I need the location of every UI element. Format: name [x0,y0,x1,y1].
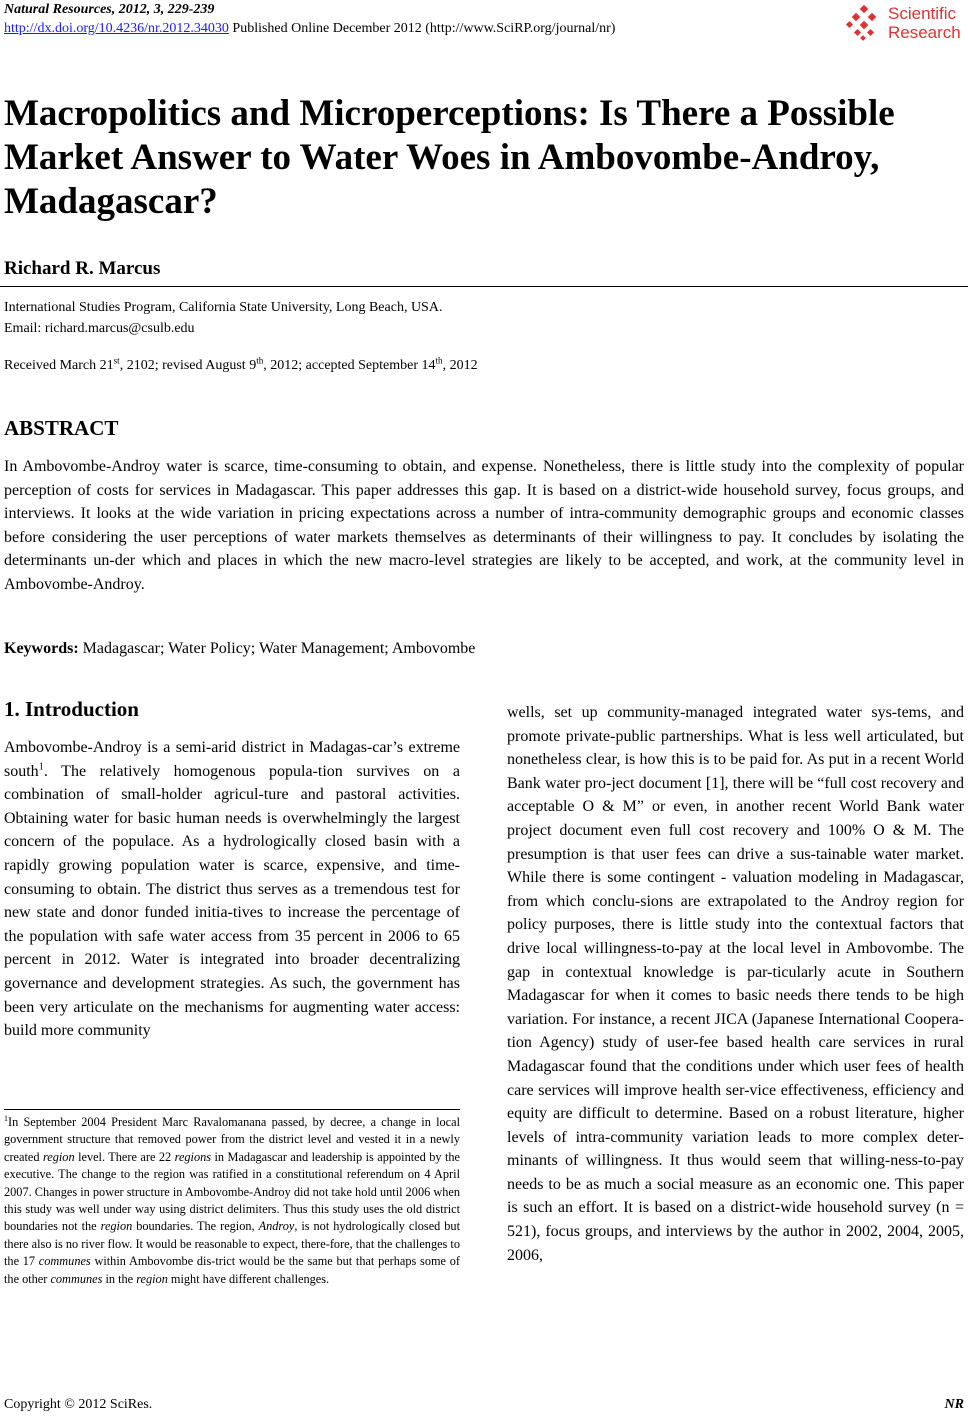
title-divider [0,286,968,287]
footnote: $^1$In September 2004 President Marc Ravalomanana passed, by decree, a change in local government structure that removed power from the district level and vested it in a newly created region level. There are 22 regions in Madagascar and leadership is appointed by the executive. The change to the region was ratified in a constitutional referendum on 4 April 2007. Changes in power structure in Ambovombe-Androy did not take hold until 2006 when this study was well under way using district delimiters. Thus this study uses the old district boundaries not the region boundaries. The region, Androy, is not hydrologically closed but there also is no river flow. It would be reasonable to expect, there-fore, that the challenges to the 17 communes within Ambovombe dis-trict would be the same but that perhaps some of the other communes in the region might have different challenges. [4,1113,460,1286]
keywords-list: Madagascar; Water Policy; Water Management; Ambovombe [78,640,476,657]
affiliation: International Studies Program, California State University, Long Beach, USA. [4,300,443,315]
doi-line [4,21,615,37]
author-name: Richard R. Marcus [4,258,161,279]
right-column-text: wells, set up community-managed integrated water sys-tems, and promote private-public partnerships. What is less well articulated, but nonetheless clear, is how this is to be paid for. As put in a recent World Bank water pro-ject document [1], there will be “full cost recovery and acceptable O & M” or even, in another recent World Bank water project document even full cost recovery and 100% O & M. The presumption is that user fees can drive a sus-tainable water market. While there is some contingent - valuation modeling in Madagascar, from which conclu-sions are extrapolated to the Androy region for policy purposes, there is little study into the contextual factors that drive local willingness-to-pay at the local level in Ambovombe. The gap in contextual knowledge is par-ticularly acute in Southern Madagascar for when it comes to basic needs there tends to be high variation. For instance, a recent JICA (Japanese International Coopera-tion Agency) study of user-fee based health care services in rural Madagascar found that the conditions under which user fees of health care services will improve health ser-vice effectiveness, efficiency and equity are difficult to determine. Based on a robust literature, higher levels of intra-community variation leads to more complex deter-minants of willingness. It thus would seem that willing-ness-to-pay needs to be as much a social measure as an economic one. This paper is such an effort. It is based on a district-wide household survey (n = 521), focus groups, and interviews by the author in 2002, 2004, 2005, 2006, [507,704,964,1264]
footnote-ref: 1 [38,761,44,773]
publisher-logo [844,4,964,44]
copyright: Copyright © 2012 SciRes. [4,1397,153,1412]
abstract-text: In Ambovombe-Androy water is scarce, time-consuming to obtain, and expense. Nonetheless, there is little study into the complexity of popular perception of costs for services in Madagascar. This paper addresses this gap. It is based on a district-wide household survey, focus groups, and interviews. It looks at the wide variation in pricing expectations across a number of intra-community demographic groups and economic classes before considering the user perceptions of water markets themselves as determinants of their willingness to pay. It concludes by isolating the determinants un-der which and places in which the new macro-level strategies are likely to be accepted, and work, at the community level in Ambovombe-Androy. [4,458,964,593]
doi-link[interactable]: http://dx.doi.org/10.4236/nr.2012.34030 [4,21,229,36]
keywords-label: Keywords: [4,640,79,657]
abstract-heading: ABSTRACT [4,416,119,440]
section-heading: 1. Introduction [4,697,139,721]
logo-line1: Scientific [888,4,957,23]
email: Email: richard.marcus@csulb.edu [4,321,195,336]
journal-abbreviation: NR [944,1397,964,1412]
footnote-divider [4,1109,460,1110]
journal-citation: Natural Resources, 2012, 3, 229-239 [4,2,215,17]
left-column-text: Ambovombe-Androy is a semi-arid district in Madagas-car’s extreme south$^1$. The relatively homogenous popula-tion survives on a combination of small-holder agricul-ture and pastoral activities. Obtaining water for basic human needs is overwhelmingly the largest concern of the populace. As a hydrologically closed basin with a rapidly growing population water is scarce, expensive, and time-consuming to obtain. The district thus serves as a tremendous test for new state and donor funded initia-tives to increase the percentage of the population with safe water access from 35 percent in 2006 to 65 percent in 2012. Water is integrated into broader decentralizing governance and development strategies. As such, the government has been very articulate on the mechanisms for augmenting water access: build more community [4,739,460,1040]
received-dates: Received March 21st, 2102; revised August 9th, 2012; accepted September 14th, 2012 [4,355,478,373]
logo-line2: Research [888,23,961,42]
published-note: Published Online December 2012 (http://www.SciRP.org/journal/nr) [228,21,616,36]
paper-title: Macropolitics and Microperceptions: Is There a Possible Market Answer to Water Woes in Ambovombe-Androy, Madagascar? [4,93,895,222]
affiliation-block [4,297,442,339]
keywords [4,640,475,658]
logo-mark-icon [844,4,884,44]
